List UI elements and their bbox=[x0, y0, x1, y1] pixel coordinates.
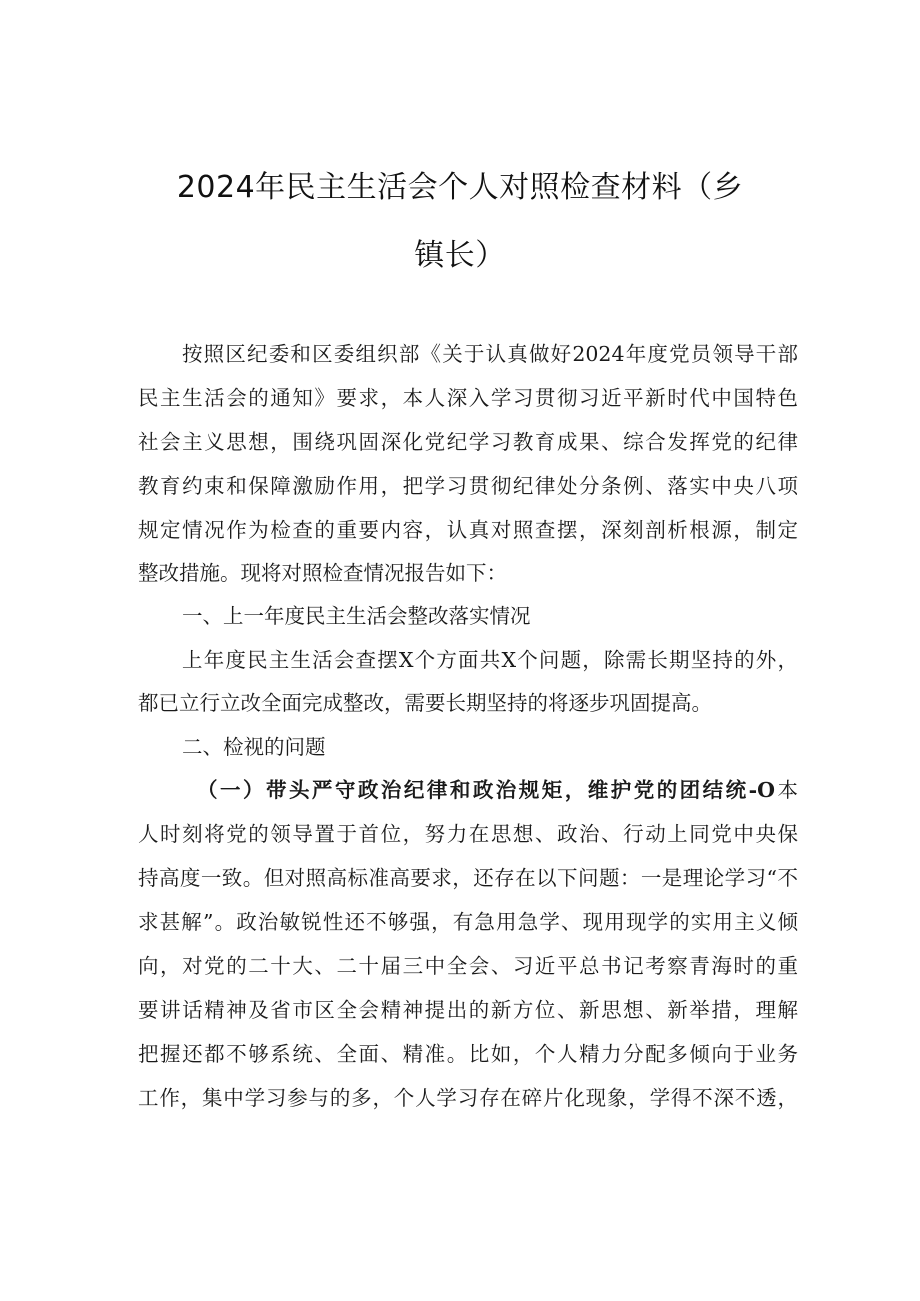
section-2-line: 向，对党的二十大、二十届三中全会、习近平总书记考察青海时的重 bbox=[138, 954, 798, 978]
intro-line: 按照区纪委和区委组织部《关于认真做好2024年度党员领导干部 bbox=[182, 342, 798, 366]
subsection-1-text-start: 本 bbox=[775, 778, 799, 802]
section-1-line: 上年度民主生活会查摆X个方面共X个问题，除需长期坚持的外， bbox=[182, 648, 798, 672]
section-2-line: 求甚解”。政治敏锐性还不够强，有急用急学、现用现学的实用主义倾 bbox=[138, 910, 798, 934]
intro-line: 教育约束和保障激励作用，把学习贯彻纪律处分条例、落实中央八项 bbox=[138, 474, 798, 498]
section-2-line: 工作，集中学习参与的多，个人学习存在碎片化现象，学得不深不透， bbox=[138, 1086, 798, 1110]
section-2-line: 把握还都不够系统、全面、精准。比如，个人精力分配多倾向于业务 bbox=[138, 1042, 798, 1066]
subsection-1-title: （一）带头严守政治纪律和政治规矩，维护党的团结统-O bbox=[197, 778, 776, 802]
section-1-heading: 一、上一年度民主生活会整改落实情况 bbox=[182, 604, 531, 628]
section-2-heading: 二、检视的问题 bbox=[182, 735, 326, 759]
intro-line: 规定情况作为检查的重要内容，认真对照查摆，深刻剖析根源，制定 bbox=[138, 518, 798, 542]
intro-line: 民主生活会的通知》要求，本人深入学习贯彻习近平新时代中国特色 bbox=[138, 386, 798, 410]
intro-line: 整改措施。现将对照检查情况报告如下： bbox=[138, 561, 507, 585]
section-2-line: 要讲话精神及省市区全会精神提出的新方位、新思想、新举措，理解 bbox=[138, 998, 798, 1022]
section-2-subheading-line bbox=[197, 775, 798, 805]
section-1-line: 都已立行立改全面完成整改，需要长期坚持的将逐步巩固提高。 bbox=[138, 691, 712, 715]
intro-line: 社会主义思想，围绕巩固深化党纪学习教育成果、综合发挥党的纪律 bbox=[138, 430, 798, 454]
section-2-line: 人时刻将党的领导置于首位，努力在思想、政治、行动上同党中央保 bbox=[138, 822, 798, 846]
document-title-line-2: 镇长） bbox=[414, 238, 506, 273]
document-title-line-1: 2024年民主生活会个人对照检查材料（乡 bbox=[176, 170, 744, 205]
section-2-line: 持高度一致。但对照高标准高要求，还存在以下问题：一是理论学习“不 bbox=[138, 866, 798, 890]
